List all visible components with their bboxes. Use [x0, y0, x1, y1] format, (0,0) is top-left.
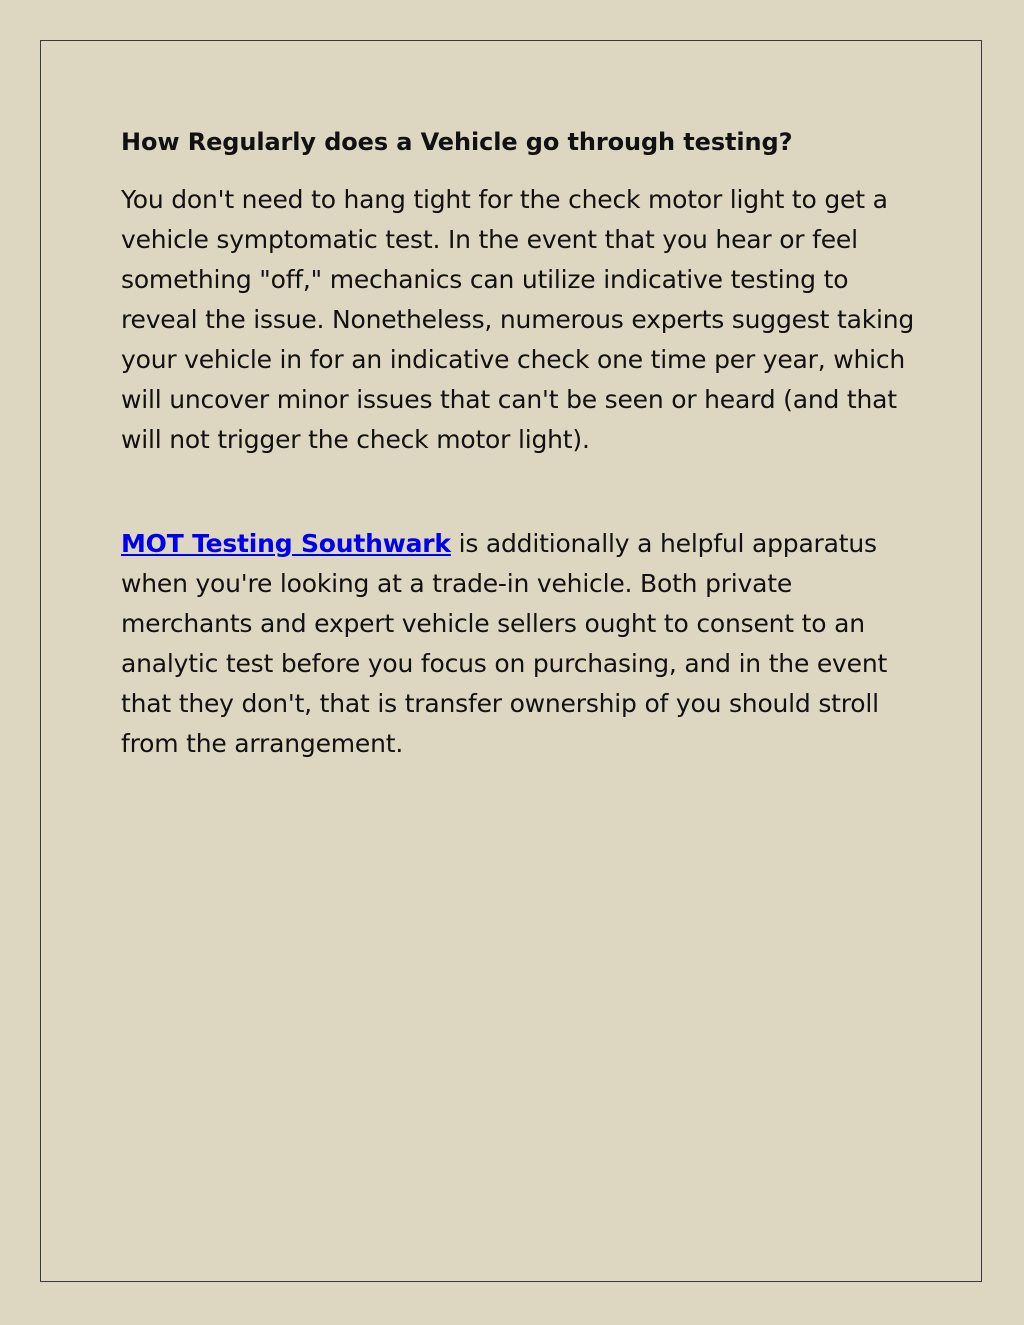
mot-testing-link[interactable]: MOT Testing Southwark — [121, 529, 451, 558]
section-heading: How Regularly does a Vehicle go through testing? — [121, 128, 793, 156]
document-content — [121, 122, 921, 764]
paragraph-intro: You don't need to hang tight for the check motor light to get a vehicle symptomatic test. In the event that you hear or feel something "off," mechanics can utilize indicative testing to reveal the issue. Nonetheless, numerous experts suggest taking your vehicle in for an indicative check one time per year, which will uncover minor issues that can't be seen or heard (and that will not trigger the check motor light). — [121, 185, 915, 454]
paragraph-mot — [121, 524, 921, 764]
paragraph-mot-text: is additionally a helpful apparatus when you're looking at a trade-in vehicle. Both private merchants and expert vehicle sellers ought to consent to an analytic test before you focus on purchasing, and in the event that they don't, that is transfer ownership of you should stroll from the arrangement. — [121, 529, 888, 758]
